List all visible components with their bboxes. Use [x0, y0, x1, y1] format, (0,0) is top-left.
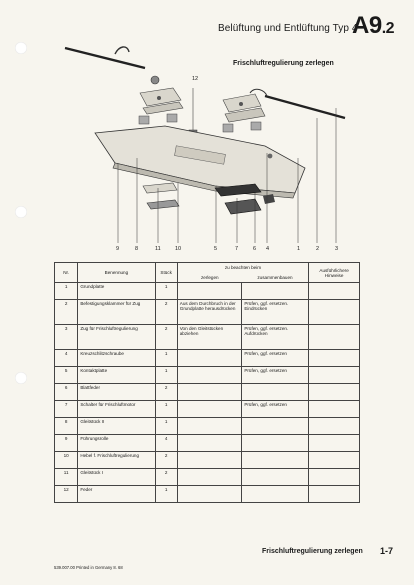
slider-upper-right: [223, 94, 265, 132]
callout-12: 12: [192, 76, 199, 82]
header-qty: Stück: [155, 263, 177, 283]
cell-zerlegen: [177, 435, 242, 452]
cell-name: Blattfeder: [78, 384, 155, 401]
cell-zerlegen: [177, 283, 242, 300]
cell-hinweise: [309, 300, 360, 325]
cell-zusammenbauen: [242, 418, 309, 435]
callout-10: 10: [175, 246, 182, 252]
cell-zusammenbauen: Prüfen, ggf. ersetzen: [242, 350, 309, 367]
cell-hinweise: [309, 435, 360, 452]
cell-name: Zug für Frischluftregulierung: [78, 325, 155, 350]
cell-name: Kontaktplatte: [78, 367, 155, 384]
table-row: [55, 418, 360, 435]
table-row: [55, 435, 360, 452]
table-row: [55, 469, 360, 486]
cell-hinweise: [309, 486, 360, 503]
exploded-view-illustration: [55, 38, 360, 248]
table-row: [55, 325, 360, 350]
cell-name: Führungsrolle: [78, 435, 155, 452]
cell-name: Befestigungsklammer für Zug: [78, 300, 155, 325]
punch-hole-top: [15, 42, 27, 54]
cell-nr: 11: [55, 469, 78, 486]
parts-table: [54, 262, 360, 503]
cell-nr: 3: [55, 325, 78, 350]
cell-nr: 8: [55, 418, 78, 435]
cell-zusammenbauen: [242, 384, 309, 401]
cell-hinweise: [309, 350, 360, 367]
base-plate: [95, 126, 305, 198]
punch-hole-middle: [15, 206, 27, 218]
cell-qty: 2: [155, 300, 177, 325]
cell-qty: 1: [155, 486, 177, 503]
cell-hinweise: [309, 469, 360, 486]
table-row: [55, 486, 360, 503]
table-row: [55, 283, 360, 300]
callout-2: 2: [316, 246, 320, 252]
callout-8: 8: [135, 246, 139, 252]
cell-name: Gleitstück I: [78, 469, 155, 486]
parts-table-body: [55, 283, 360, 503]
table-row: [55, 367, 360, 384]
callout-1: 1: [297, 246, 301, 252]
cell-zerlegen: [177, 350, 242, 367]
cell-hinweise: [309, 401, 360, 418]
table-row: [55, 452, 360, 469]
cell-name: Gleitstück II: [78, 418, 155, 435]
cable-left: [65, 47, 159, 84]
section-code-main: A9: [352, 12, 382, 39]
cell-name: Hebel f. Frischluftregulierung: [78, 452, 155, 469]
footer-section-title: Frischluftregulierung zerlegen: [262, 548, 363, 555]
cell-zusammenbauen: [242, 283, 309, 300]
header-hinweise: Ausführlichere Hinweise: [309, 263, 360, 283]
cell-zusammenbauen: [242, 486, 309, 503]
cell-nr: 5: [55, 367, 78, 384]
cell-zusammenbauen: [242, 435, 309, 452]
cell-zerlegen: [177, 452, 242, 469]
cell-nr: 2: [55, 300, 78, 325]
cable-right: [250, 89, 345, 118]
slider-upper-left: [139, 88, 183, 124]
cell-zusammenbauen: Prüfen, ggf. ersetzen. Aufdrücken: [242, 325, 309, 350]
header-zusammenbauen: zusammenbauen: [242, 273, 309, 283]
cell-qty: 2: [155, 469, 177, 486]
cell-zerlegen: [177, 418, 242, 435]
callout-11: 11: [155, 246, 161, 252]
table-row: [55, 401, 360, 418]
cell-hinweise: [309, 283, 360, 300]
cell-hinweise: [309, 325, 360, 350]
page-number: 1-7: [380, 546, 394, 556]
cell-nr: 4: [55, 350, 78, 367]
cell-qty: 1: [155, 350, 177, 367]
cell-name: Schalter für Frischluftmotor: [78, 401, 155, 418]
cell-qty: 1: [155, 418, 177, 435]
section-code: [352, 12, 394, 40]
cell-zerlegen: [177, 469, 242, 486]
cell-zerlegen: [177, 486, 242, 503]
cell-nr: 1: [55, 283, 78, 300]
cell-zerlegen: Von den Gleitstücken abziehen: [177, 325, 242, 350]
table-row: [55, 384, 360, 401]
section-code-sub: .2: [381, 20, 395, 37]
callout-9: 9: [116, 246, 120, 252]
cell-zerlegen: [177, 367, 242, 384]
cell-name: Grundplatte: [78, 283, 155, 300]
cell-zusammenbauen: Prüfen, ggf. ersetzen: [242, 367, 309, 384]
header-group: zu beachten beim: [177, 263, 308, 273]
callout-3: 3: [335, 246, 339, 252]
callout-4: 4: [266, 246, 270, 252]
header-name: Benennung: [78, 263, 155, 283]
cell-nr: 7: [55, 401, 78, 418]
page-header-title: Belüftung und Entlüftung Typ 4: [218, 23, 358, 34]
cell-zusammenbauen: [242, 469, 309, 486]
cell-qty: 1: [155, 283, 177, 300]
cell-qty: 1: [155, 367, 177, 384]
print-info: 539.007.00 Printed in Germany 8. 68: [54, 565, 123, 570]
cell-nr: 6: [55, 384, 78, 401]
cell-nr: 9: [55, 435, 78, 452]
cell-hinweise: [309, 452, 360, 469]
cell-qty: 2: [155, 384, 177, 401]
cell-zusammenbauen: Prüfen, ggf. ersetzen: [242, 401, 309, 418]
cell-qty: 2: [155, 325, 177, 350]
cell-nr: 12: [55, 486, 78, 503]
callout-5: 5: [214, 246, 218, 252]
table-row: [55, 300, 360, 325]
punch-hole-bottom: [15, 372, 27, 384]
cell-zusammenbauen: [242, 452, 309, 469]
cell-zerlegen: [177, 401, 242, 418]
cell-qty: 1: [155, 401, 177, 418]
cell-zusammenbauen: Prüfen, ggf. ersetzen. Eindrücken: [242, 300, 309, 325]
cell-zerlegen: [177, 384, 242, 401]
cell-name: Feder: [78, 486, 155, 503]
table-row: [55, 350, 360, 367]
header-zerlegen: zerlegen: [177, 273, 242, 283]
callout-6: 6: [253, 246, 257, 252]
diagram-title: Frischluftregulierung zerlegen: [233, 60, 334, 67]
header-nr: Nr.: [55, 263, 78, 283]
cell-hinweise: [309, 367, 360, 384]
callout-7: 7: [235, 246, 239, 252]
cell-hinweise: [309, 384, 360, 401]
cell-zerlegen: Aus dem Durchbruch in der Grundplatte herausdrücken: [177, 300, 242, 325]
cell-qty: 2: [155, 452, 177, 469]
cell-qty: 4: [155, 435, 177, 452]
cell-name: Kreuzschlitzschraube: [78, 350, 155, 367]
cell-nr: 10: [55, 452, 78, 469]
cell-hinweise: [309, 418, 360, 435]
